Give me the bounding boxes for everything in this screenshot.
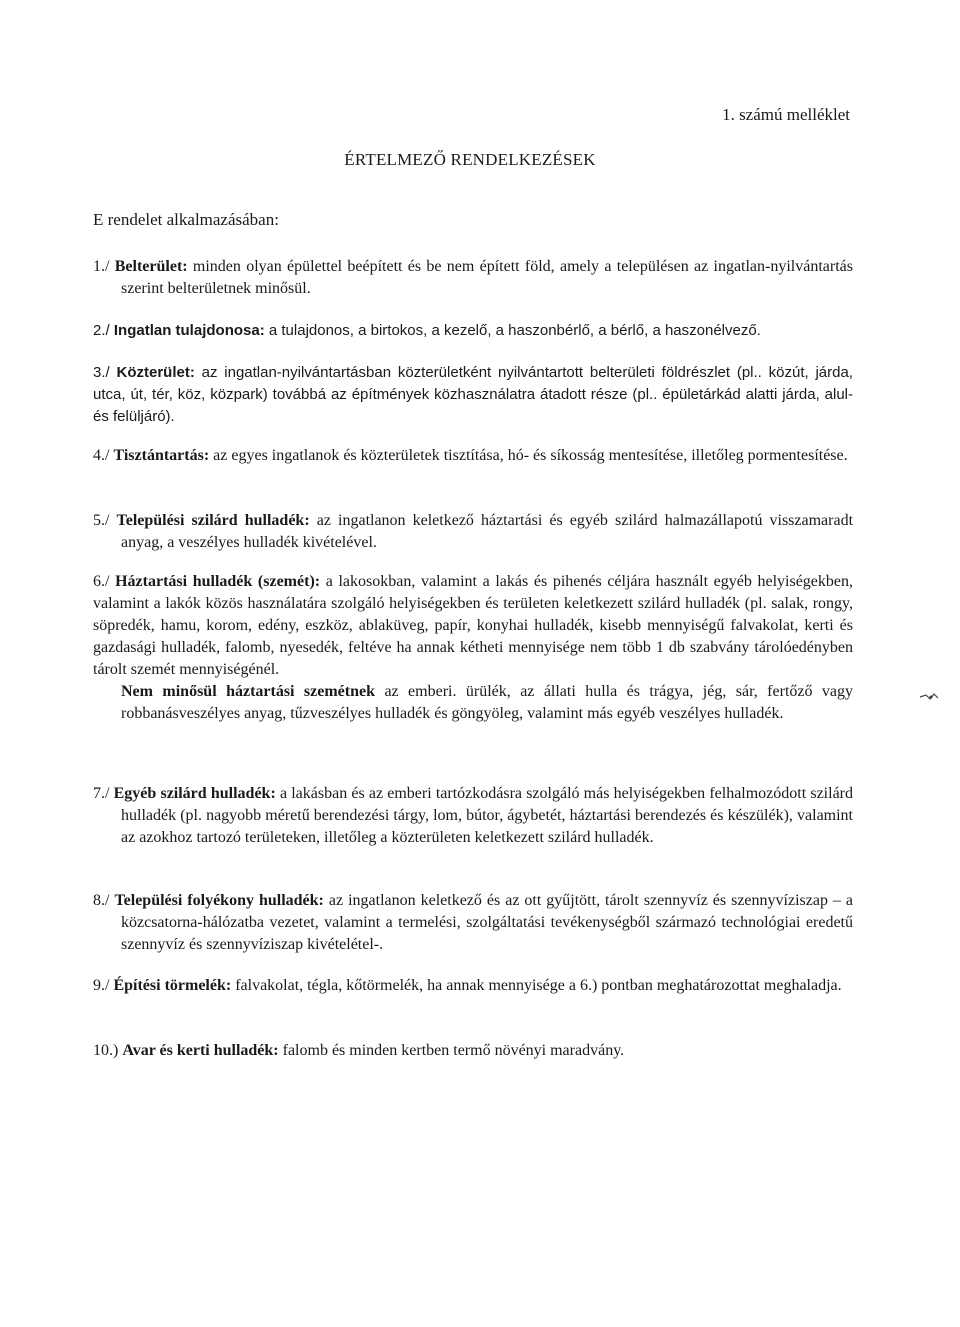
definition-item-8 xyxy=(93,890,853,956)
item-term: Háztartási hulladék (szemét): xyxy=(115,573,321,590)
item-number: 2./ xyxy=(93,322,110,339)
item-term: Avar és kerti hulladék: xyxy=(122,1042,279,1059)
definition-item-6 xyxy=(93,571,853,725)
item-text: a lakásban és az emberi tartózkodásra szolgáló más helyiségekben felhalmozódott szilárd hulladék (pl. nagyobb méretű berendezési tárgy, lom, bútor, ágybetét, háztartási berendezés és készülék), valamint az azokhoz tartozó területeken, illetőleg a közterületen keletkezett szilárd hulladék. xyxy=(121,785,853,846)
item-number: 3./ xyxy=(93,364,110,381)
item-term: Települési szilárd hulladék: xyxy=(116,512,310,529)
item-text: a tulajdonos, a birtokos, a kezelő, a haszonbérlő, a bérlő, a haszonélvező. xyxy=(268,322,761,339)
item-number: 1./ xyxy=(93,258,110,275)
item-number: 5./ xyxy=(93,512,110,529)
item-extra-term: Nem minősül háztartási szemétnek xyxy=(121,683,376,700)
definition-item-1 xyxy=(93,256,853,300)
definition-item-10 xyxy=(93,1040,853,1062)
definition-item-7 xyxy=(93,783,853,849)
annex-label: 1. számú melléklet xyxy=(722,105,850,124)
item-text: falvakolat, tégla, kőtörmelék, ha annak mennyisége a 6.) pontban meghatározottat meghaladja. xyxy=(235,977,842,994)
item-term: Építési törmelék: xyxy=(113,977,232,994)
item-extra-text: az emberi. ürülék, az állati hulla és trágya, jég, sár, fertőző vagy robbanásveszélyes anyag, tűzveszélyes hulladék és göngyöleg, valamint más egyéb veszélyes hulladék. xyxy=(121,683,854,722)
definition-item-2 xyxy=(93,320,853,342)
item-text: az egyes ingatlanok és közterületek tisztítása, hó- és síkosság mentesítése, illetőleg pormentesítése. xyxy=(213,447,848,464)
definition-item-4 xyxy=(93,445,853,467)
definition-item-3 xyxy=(93,362,853,428)
document-title: ÉRTELMEZŐ RENDELKEZÉSEK xyxy=(344,150,596,169)
item-term: Tisztántartás: xyxy=(113,447,210,464)
scan-speck xyxy=(918,690,942,704)
item-number: 8./ xyxy=(93,892,110,909)
item-text: az ingatlan-nyilvántartásban közterületként nyilvántartott belterületi földrészlet (pl.. közút, járda, utca, út, tér, köz, közpark) továbbá az építmények közhasználatra átadott része (pl.. épületárkád alatti járda, alul- és felüljáró). xyxy=(93,364,853,425)
item-term: Ingatlan tulajdonosa: xyxy=(113,322,265,339)
item-number: 6./ xyxy=(93,573,110,590)
item-text: az ingatlanon keletkező és az ott gyűjtött, tárolt szennyvíz és szennyvíziszap – a közcsatorna-hálózatba vezetet, valamint a termelési, szolgáltatási tevékenységből származó technológiai eredetű szennyvíz és szennyvíziszap kivételétel-. xyxy=(121,892,854,953)
item-term: Egyéb szilárd hulladék: xyxy=(113,785,276,802)
item-term: Közterület: xyxy=(116,364,195,381)
item-text: a lakosokban, valamint a lakás és pihenés céljára használt egyéb helyiségekben, valamint a lakók közös használatára szolgáló helyiségekben és területen keletkezett szilárd hulladék (pl. salak, rongy, söpredék, hamu, korom, edény, eszköz, ablaküveg, papír, konyhai hulladék, kisebb mennyiségű falvakolat, kerti és gazdasági hulladék, falomb, nyesedék, feltéve ha annak kétheti mennyisége nem több 1 db szabvány tárolóedényben tárolt szemét mennyiségénél. xyxy=(93,573,854,678)
item-text: minden olyan épülettel beépített és be nem épített föld, amely a településen az ingatlan-nyilvántartás szerint belterületnek minősül. xyxy=(121,258,854,297)
item-text: az ingatlanon keletkező háztartási és egyéb szilárd halmazállapotú visszamaradt anyag, a veszélyes hulladék kivételével. xyxy=(121,512,854,551)
item-number: 7./ xyxy=(93,785,110,802)
item-number: 9./ xyxy=(93,977,110,994)
item-term: Települési folyékony hulladék: xyxy=(114,892,324,909)
definition-item-9 xyxy=(93,975,853,997)
item-number: 4./ xyxy=(93,447,110,464)
item-term: Belterület: xyxy=(114,258,188,275)
intro-text: E rendelet alkalmazásában: xyxy=(93,210,279,229)
item-text: falomb és minden kertben termő növényi maradvány. xyxy=(282,1042,625,1059)
definition-item-5 xyxy=(93,510,853,554)
item-number: 10.) xyxy=(93,1042,119,1059)
